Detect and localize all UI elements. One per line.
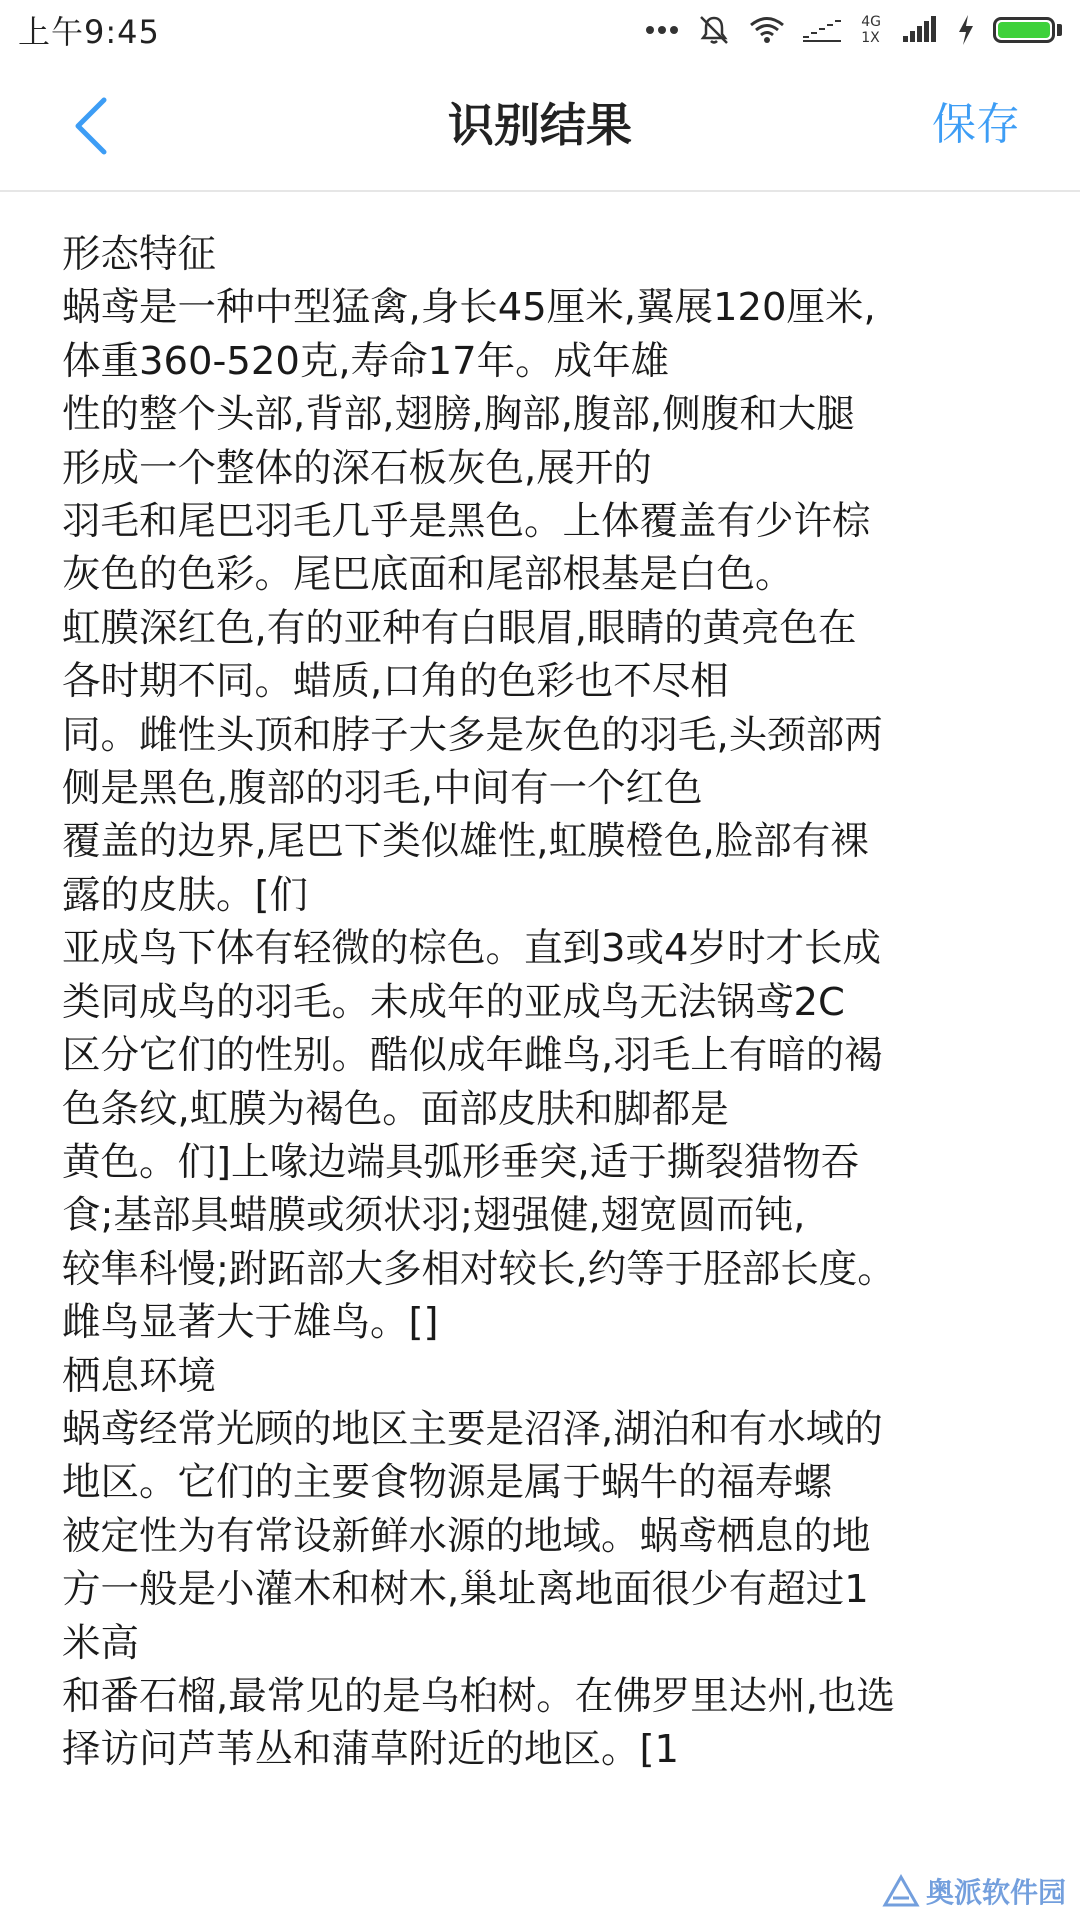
status-bar (0, 0, 1080, 60)
text-line: 露的皮肤。[们 (62, 872, 309, 918)
text-line: 区分它们的性别。酷似成年雌鸟,羽毛上有暗的褐 (62, 1033, 883, 1079)
battery-icon (993, 17, 1062, 43)
text-line: 形成一个整体的深石板灰色,展开的 (62, 445, 652, 491)
text-line: 雌鸟显著大于雄鸟。[] (62, 1300, 439, 1346)
text-line: 被定性为有常设新鲜水源的地域。蜗鸢栖息的地 (62, 1513, 871, 1559)
text-line: 蜗鸢经常光顾的地区主要是沼泽,湖泊和有水域的 (62, 1406, 883, 1452)
text-line: 性的整个头部,背部,翅膀,胸部,腹部,侧腹和大腿 (62, 392, 855, 438)
text-line: 米高 (62, 1620, 140, 1666)
watermark-text: 奥派软件园 (925, 1876, 1066, 1909)
status-time: 上午9:45 (18, 13, 160, 51)
text-line: 形态特征 (62, 232, 217, 277)
text-line: 灰色的色彩。尾巴底面和尾部根基是白色。 (62, 552, 794, 598)
nav-bar (0, 60, 1080, 192)
watermark (882, 1874, 1066, 1908)
text-line: 羽毛和尾巴羽毛几乎是黑色。上体覆盖有少许棕 (62, 499, 871, 545)
text-line: 各时期不同。蜡质,口角的色彩也不尽相 (62, 659, 729, 705)
text-line: 侧是黑色,腹部的羽毛,中间有一个红色 (62, 766, 703, 812)
text-line: 栖息环境 (62, 1353, 217, 1399)
text-line: 虹膜深红色,有的亚种有白眼眉,眼睛的黄亮色在 (62, 605, 857, 651)
network-top-label: 4G (861, 14, 881, 30)
text-line: 同。雌性头顶和脖子大多是灰色的羽毛,头颈部两 (62, 712, 883, 758)
text-line: 较隼科慢;跗跖部大多相对较长,约等于胫部长度。 (62, 1246, 896, 1292)
text-line: 地区。它们的主要食物源是属于蜗牛的福寿螺 (62, 1460, 833, 1506)
status-icons (645, 13, 1062, 47)
network-type (861, 14, 881, 46)
battery-level (998, 22, 1050, 38)
text-line: 黄色。们]上喙边端具弧形垂突,适于撕裂猎物吞 (62, 1139, 860, 1185)
charging-icon (957, 15, 975, 45)
text-line: 方一般是小灌木和树木,巢址离地面很少有超过1 (62, 1567, 869, 1613)
text-line: 择访问芦苇丛和蒲草附近的地区。[1 (62, 1727, 680, 1773)
text-line: 蜗鸢是一种中型猛禽,身长45厘米,翼展120厘米, (62, 285, 876, 331)
signal-icon (903, 16, 939, 44)
text-line: 亚成鸟下体有轻微的棕色。直到3或4岁时才长成 (62, 926, 881, 972)
logo-a-icon (882, 1874, 920, 1908)
wifi-icon (749, 16, 785, 44)
page-title: 识别结果 (448, 98, 632, 152)
text-line: 覆盖的边界,尾巴下类似雄性,虹膜橙色,脸部有裸 (62, 819, 869, 865)
mute-icon (697, 13, 731, 47)
text-line: 类同成鸟的羽毛。未成年的亚成鸟无法锅鸢2C (62, 979, 845, 1025)
text-line: 食;基部具蜡膜或须状羽;翅强健,翅宽圆而钝, (62, 1193, 806, 1239)
recognition-result-text (62, 228, 1042, 1777)
signal-icon (803, 16, 843, 44)
text-line: 体重360-520克,寿命17年。成年雄 (62, 338, 670, 384)
save-button[interactable]: 保存 (932, 99, 1020, 150)
more-dots-icon (645, 25, 679, 35)
text-line: 色条纹,虹膜为褐色。面部皮肤和脚都是 (62, 1086, 729, 1132)
text-line: 和番石榴,最常见的是乌桕树。在佛罗里达州,也选 (62, 1673, 895, 1719)
network-bottom-label: 1X (861, 30, 880, 46)
